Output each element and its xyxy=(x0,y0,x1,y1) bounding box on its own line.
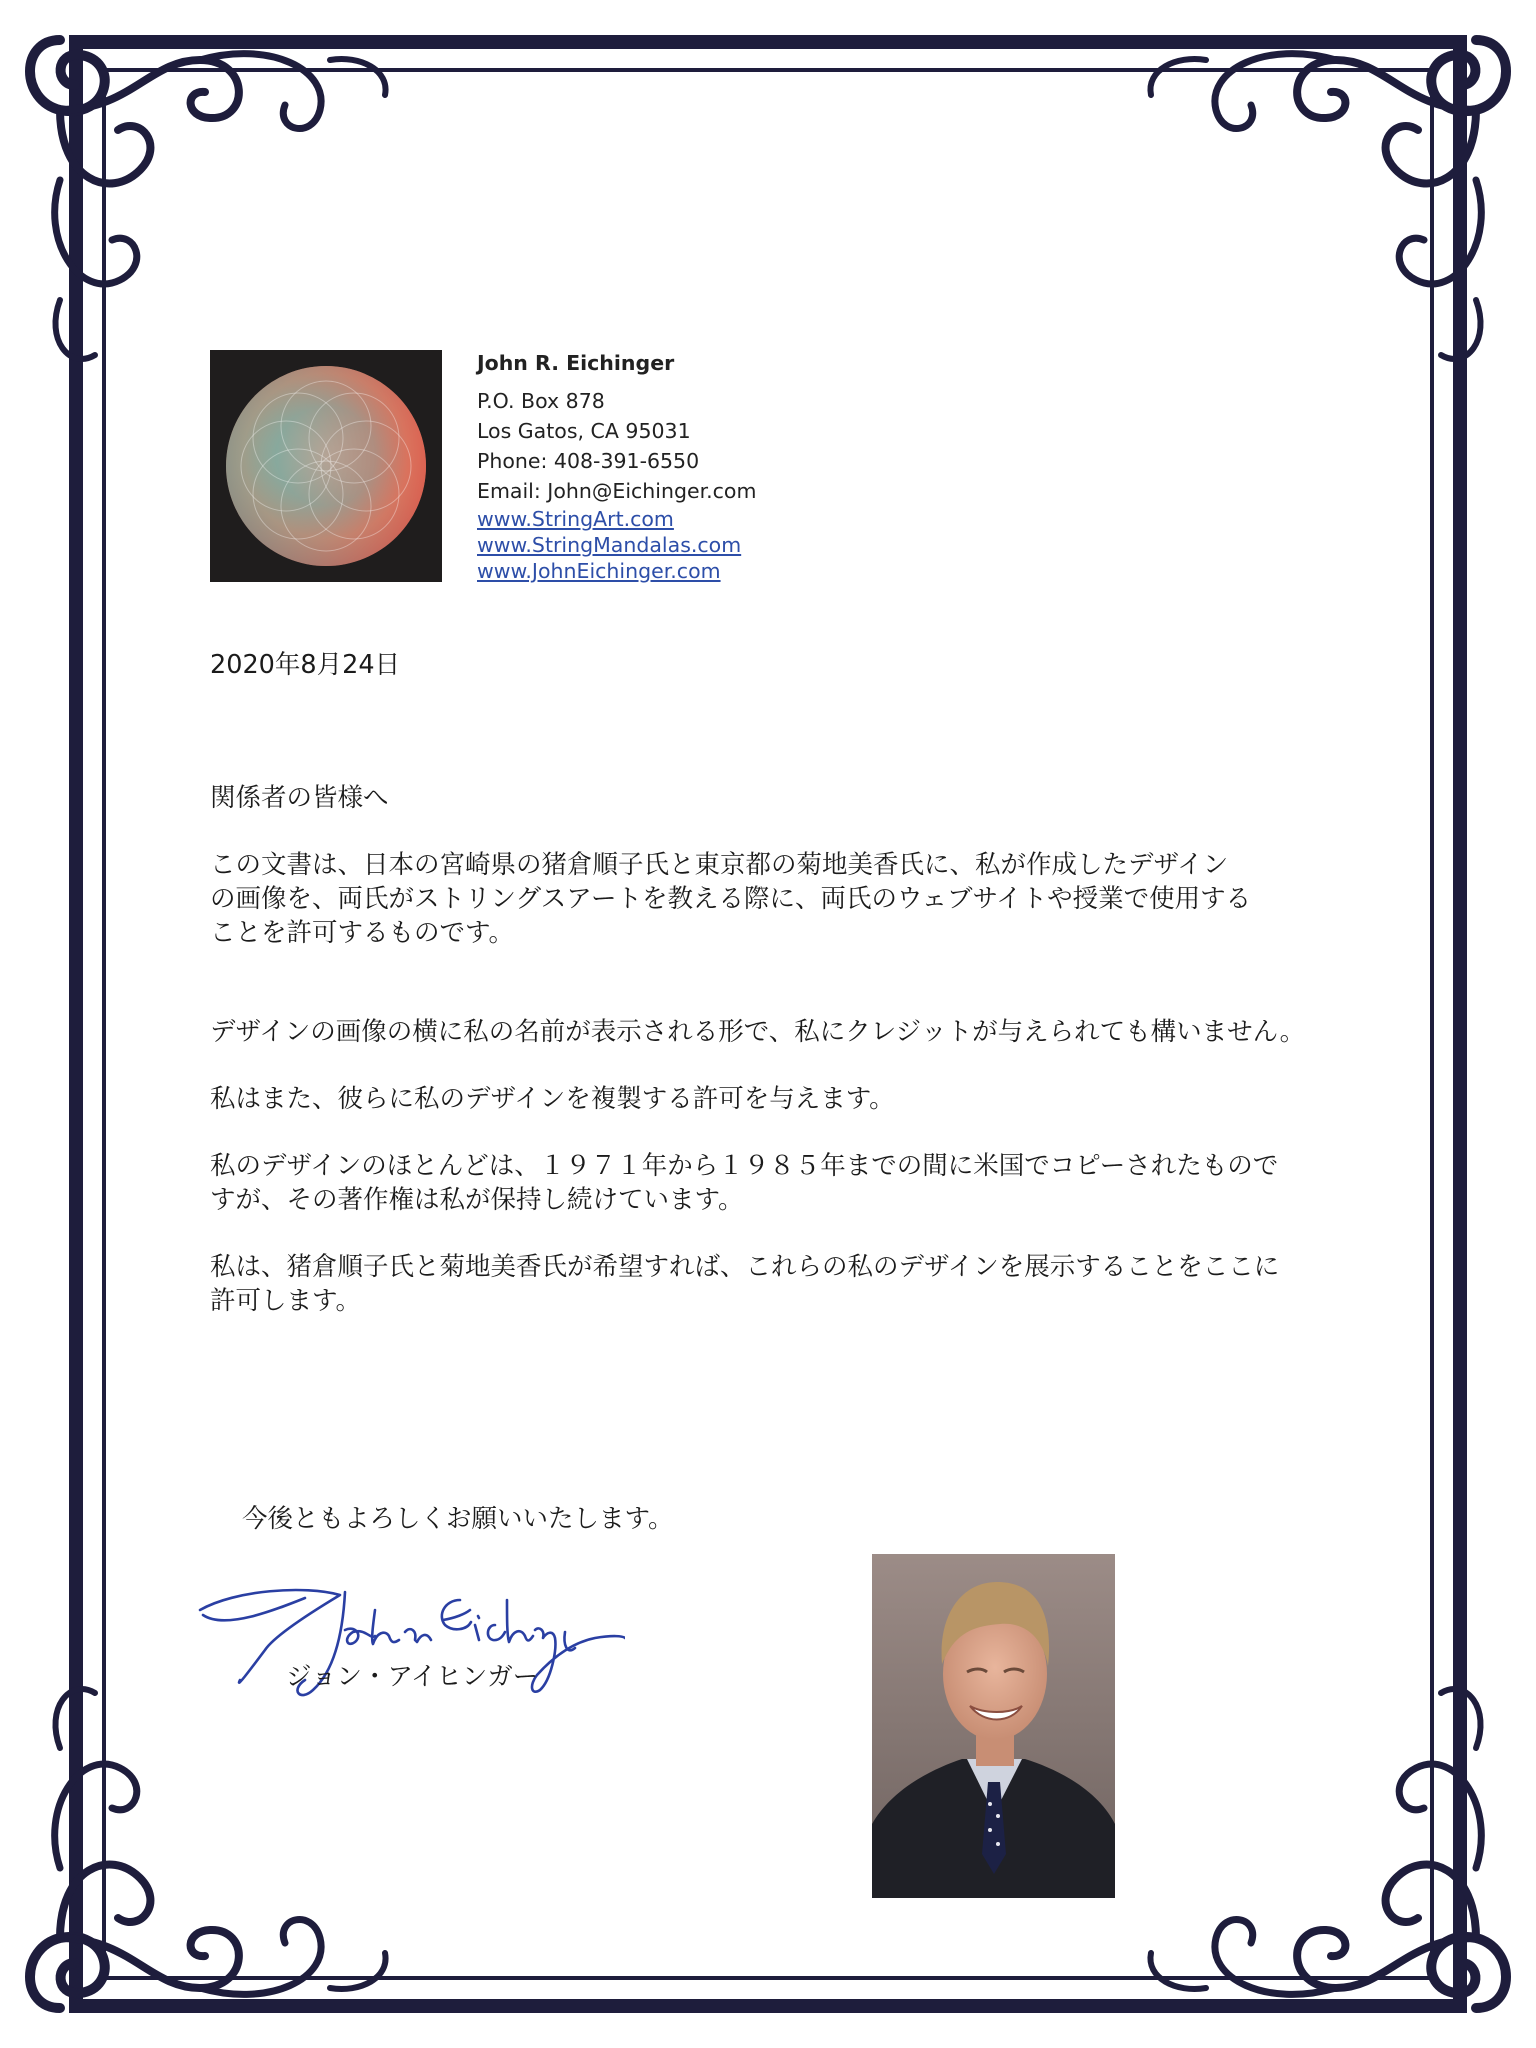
paragraph-line: ことを許可するものです。 xyxy=(210,918,514,948)
closing: 今後ともよろしくお願いいたします。 xyxy=(242,1504,674,1534)
sender-address-line2: Los Gatos, CA 95031 xyxy=(477,419,691,443)
sender-phone: Phone: 408-391-6550 xyxy=(477,449,700,473)
paragraph-line: この文書は、日本の宮崎県の猪倉順子氏と東京都の菊地美香氏に、私が作成したデザイン xyxy=(210,850,1229,880)
paragraph-5 xyxy=(210,1250,1279,1318)
sender-address-line1: P.O. Box 878 xyxy=(477,389,605,413)
salutation: 関係者の皆様へ xyxy=(210,783,389,813)
paragraph-2 xyxy=(210,1015,1305,1049)
sender-email: Email: John@Eichinger.com xyxy=(477,479,757,503)
paragraph-line: 私はまた、彼らに私のデザインを複製する許可を与えます。 xyxy=(210,1084,895,1114)
portrait-photo xyxy=(872,1554,1115,1898)
link-stringart[interactable]: www.StringArt.com xyxy=(477,507,674,531)
paragraph-line: 私は、猪倉順子氏と菊地美香氏が希望すれば、これらの私のデザインを展示することをここに xyxy=(210,1252,1280,1282)
paragraph-1 xyxy=(210,848,1251,950)
signer-name: ジョン・アイヒンガー xyxy=(286,1662,539,1692)
paragraph-line: すが、その著作権は私が保持し続けています。 xyxy=(210,1185,744,1215)
paragraph-3 xyxy=(210,1082,895,1116)
paragraph-line: デザインの画像の横に私の名前が表示される形で、私にクレジットが与えられても構いません。 xyxy=(210,1017,1306,1047)
paragraph-4 xyxy=(210,1149,1278,1217)
sender-info xyxy=(477,348,756,584)
paragraph-line: 許可します。 xyxy=(210,1286,361,1316)
paragraph-line: 私のデザインのほとんどは、１９７１年から１９８５年までの間に米国でコピーされたもので xyxy=(210,1151,1279,1181)
letter-date: 2020年8月24日 xyxy=(210,650,401,680)
link-stringmandalas[interactable]: www.StringMandalas.com xyxy=(477,533,742,557)
paragraph-line: の画像を、両氏がストリングスアートを教える際に、両氏のウェブサイトや授業で使用する xyxy=(210,884,1252,914)
string-art-logo xyxy=(210,350,442,582)
sender-name: John R. Eichinger xyxy=(477,351,675,375)
handwritten-signature xyxy=(195,1570,625,1720)
link-johneichinger[interactable]: www.JohnEichinger.com xyxy=(477,559,721,583)
